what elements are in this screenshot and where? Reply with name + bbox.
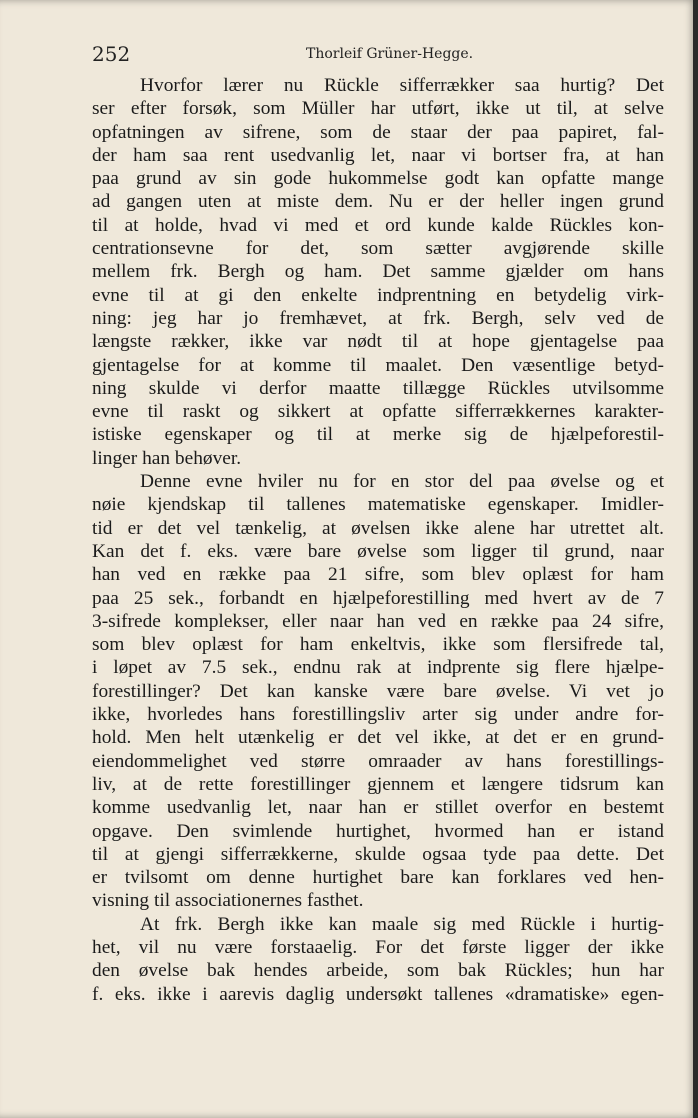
text-line: ning: jeg har jo fremhævet, at frk. Bergh, selv ved de <box>92 307 664 329</box>
text-line: komme usedvanlig let, naar han er stillet overfor en bestemt <box>92 797 664 819</box>
text-line: gjentagelse for at komme til maalet. Den væsentlige betyd- <box>92 354 664 376</box>
running-head: Thorleif Grüner-Hegge. <box>306 46 474 62</box>
text-line: nøie kjendskap til tallenes matematiske egenskaper. Imidler- <box>92 494 664 516</box>
text-line: forestillinger? Det kan kanske være bare øvelse. Vi vet jo <box>92 680 664 702</box>
text-line: opfatningen av sifrene, som de staar der paa papiret, fal- <box>92 121 664 143</box>
text-line: Denne evne hviler nu for en stor del paa øvelse og et <box>140 471 664 493</box>
body-text <box>92 74 664 1006</box>
text-line: liv, at de rette forestillinger gjennem et længere tidsrum kan <box>92 773 664 795</box>
text-line: hold. Men helt utænkelig er det vel ikke, at det er en grund- <box>92 727 664 749</box>
text-line: istiske egenskaper og til at merke sig de hjælpeforestil- <box>92 424 664 446</box>
text-line: evne til raskt og sikkert at opfatte sifferrækkernes karakter- <box>92 401 664 423</box>
text-line: han ved en række paa 21 sifre, som blev oplæst for ham <box>92 564 664 586</box>
text-line: linger han behøver. <box>92 447 242 469</box>
text-line: mellem frk. Bergh og ham. Det samme gjælder om hans <box>92 261 664 283</box>
text-line: i løpet av 7.5 sek., endnu rak at indprente sig flere hjælpe- <box>92 657 664 679</box>
text-line: til at gjengi sifferrækkerne, skulde ogsaa tyde paa dette. Det <box>92 843 664 865</box>
text-line: den øvelse bak hendes arbeide, som bak Rückles; hun har <box>92 960 664 982</box>
page-number: 252 <box>92 42 131 66</box>
text-line: 3-sifrede komplekser, eller naar han ved en række paa 24 sifre, <box>92 610 664 632</box>
text-line: til at holde, hvad vi med et ord kunde kalde Rückles kon- <box>92 214 664 236</box>
text-line: f. eks. ikke i aarevis daglig undersøkt tallenes «dramatiske» egen- <box>92 983 664 1005</box>
text-line: er tvilsomt om denne hurtighet bare kan forklares ved hen- <box>92 867 664 889</box>
text-line: ser efter forsøk, som Müller har utført, ikke ut til, at selve <box>92 98 664 120</box>
text-line: At frk. Bergh ikke kan maale sig med Rückle i hurtig- <box>140 913 664 935</box>
text-line: tid er det vel tænkelig, at øvelsen ikke alene har utrettet alt. <box>92 517 664 539</box>
text-line: eiendommelighet ved større omraader av hans forestillings- <box>92 750 664 772</box>
text-line: ad gangen uten at miste dem. Nu er der heller ingen grund <box>92 191 664 213</box>
text-line: ikke, hvorledes hans forestillingsliv arter sig under andre for- <box>92 704 664 726</box>
text-line: længste rækker, ikke var nødt til at hope gjentagelse paa <box>92 331 664 353</box>
text-line: opgave. Den svimlende hurtighet, hvormed han er istand <box>92 820 664 842</box>
text-line: centrationsevne for det, som sætter avgjørende skille <box>92 238 664 260</box>
text-line: Hvorfor lærer nu Rückle sifferrækker saa hurtig? Det <box>140 75 664 96</box>
text-line: som blev oplæst for ham enkeltvis, ikke som flersifrede tal, <box>92 634 664 656</box>
text-line: ning skulde vi derfor maatte tillægge Rückles utvilsomme <box>92 377 664 399</box>
page-header <box>92 42 670 68</box>
text-line: evne til at gi den enkelte indprentning en betydelig virk- <box>92 284 664 306</box>
text-line: het, vil nu være forstaaelig. For det første ligger der ikke <box>92 936 664 958</box>
text-line: paa 25 sek., forbandt en hjælpeforestilling med hvert av de 7 <box>92 587 664 609</box>
text-line: der ham saa rent usedvanlig let, naar vi bortser fra, at han <box>92 144 664 166</box>
text-line: Kan det f. eks. være bare øvelse som ligger til grund, naar <box>92 540 664 562</box>
text-line: paa grund av sin gode hukommelse godt kan opfatte mange <box>92 168 664 190</box>
text-line: visning til associationernes fasthet. <box>92 890 364 912</box>
page-edge <box>693 0 698 1118</box>
